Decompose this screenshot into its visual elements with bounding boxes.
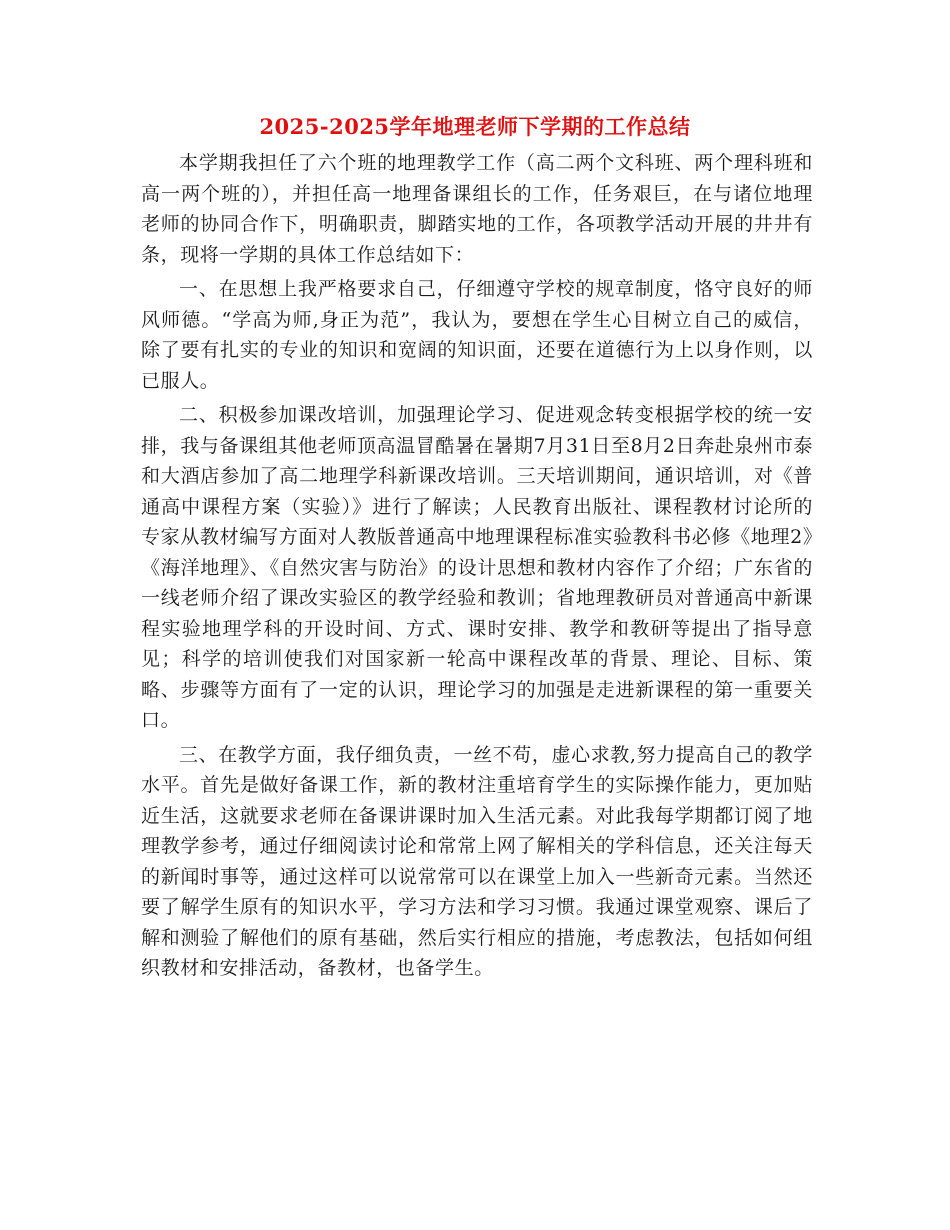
paragraph-intro: 本学期我担任了六个班的地理教学工作（高二两个文科班、两个理科班和高一两个班的），并担任高一地理备课组长的工作，任务艰巨，在与诸位地理老师的协同合作下，明确职责，脚踏实地的工作，各项教学活动开展的井井有条，现将一学期的具体工作总结如下： bbox=[141, 152, 813, 266]
paragraph-section-1: 一、在思想上我严格要求自己，仔细遵守学校的规章制度，恪守良好的师风师德。“学高为师,身正为范”，我认为，要想在学生心目树立自己的威信，除了要有扎实的专业的知识和宽阔的知识面，还要在道德行为上以身作则，以已服人。 bbox=[141, 278, 813, 392]
paragraph-section-3: 三、在教学方面，我仔细负责，一丝不苟，虚心求教,努力提高自己的教学水平。首先是做好备课工作，新的教材注重培育学生的实际操作能力，更加贴近生活，这就要求老师在备课讲课时加入生活元素。对此我每学期都订阅了地理教学参考，通过仔细阅读讨论和常常上网了解相关的学科信息，还关注每天的新闻时事等，通过这样可以说常常可以在课堂上加入一些新奇元素。当然还要了解学生原有的知识水平，学习方法和学习习惯。我通过课堂观察、课后了解和测验了解他们的原有基础，然后实行相应的措施，考虑教法，包括如何组织教材和安排活动，备教材，也备学生。 bbox=[141, 743, 813, 979]
paragraph-section-2: 二、积极参加课改培训，加强理论学习、促进观念转变根据学校的统一安排，我与备课组其他老师顶高温冒酷暑在暑期7月31日至8月2日奔赴泉州市泰和大酒店参加了高二地理学科新课改培训。三天培训期间，通识培训，对《普通高中课程方案（实验）》进行了解读；人民教育出版社、课程教材讨论所的专家从教材编写方面对人教版普通高中地理课程标准实验教科书必修《地理2》《海洋地理》、《自然灾害与防治》的设计思想和教材内容作了介绍；广东省的一线老师介绍了课改实验区的教学经验和教训；省地理教研员对普通高中新课程实验地理学科的开设时间、方式、课时安排、教学和教研等提出了指导意见；科学的培训使我们对国家新一轮高中课程改革的背景、理论、目标、策略、步骤等方面有了一定的认识，理论学习的加强是走进新课程的第一重要关口。 bbox=[141, 404, 813, 731]
document-title: 2025-2025学年地理老师下学期的工作总结 bbox=[259, 114, 691, 139]
document-body bbox=[141, 148, 813, 984]
